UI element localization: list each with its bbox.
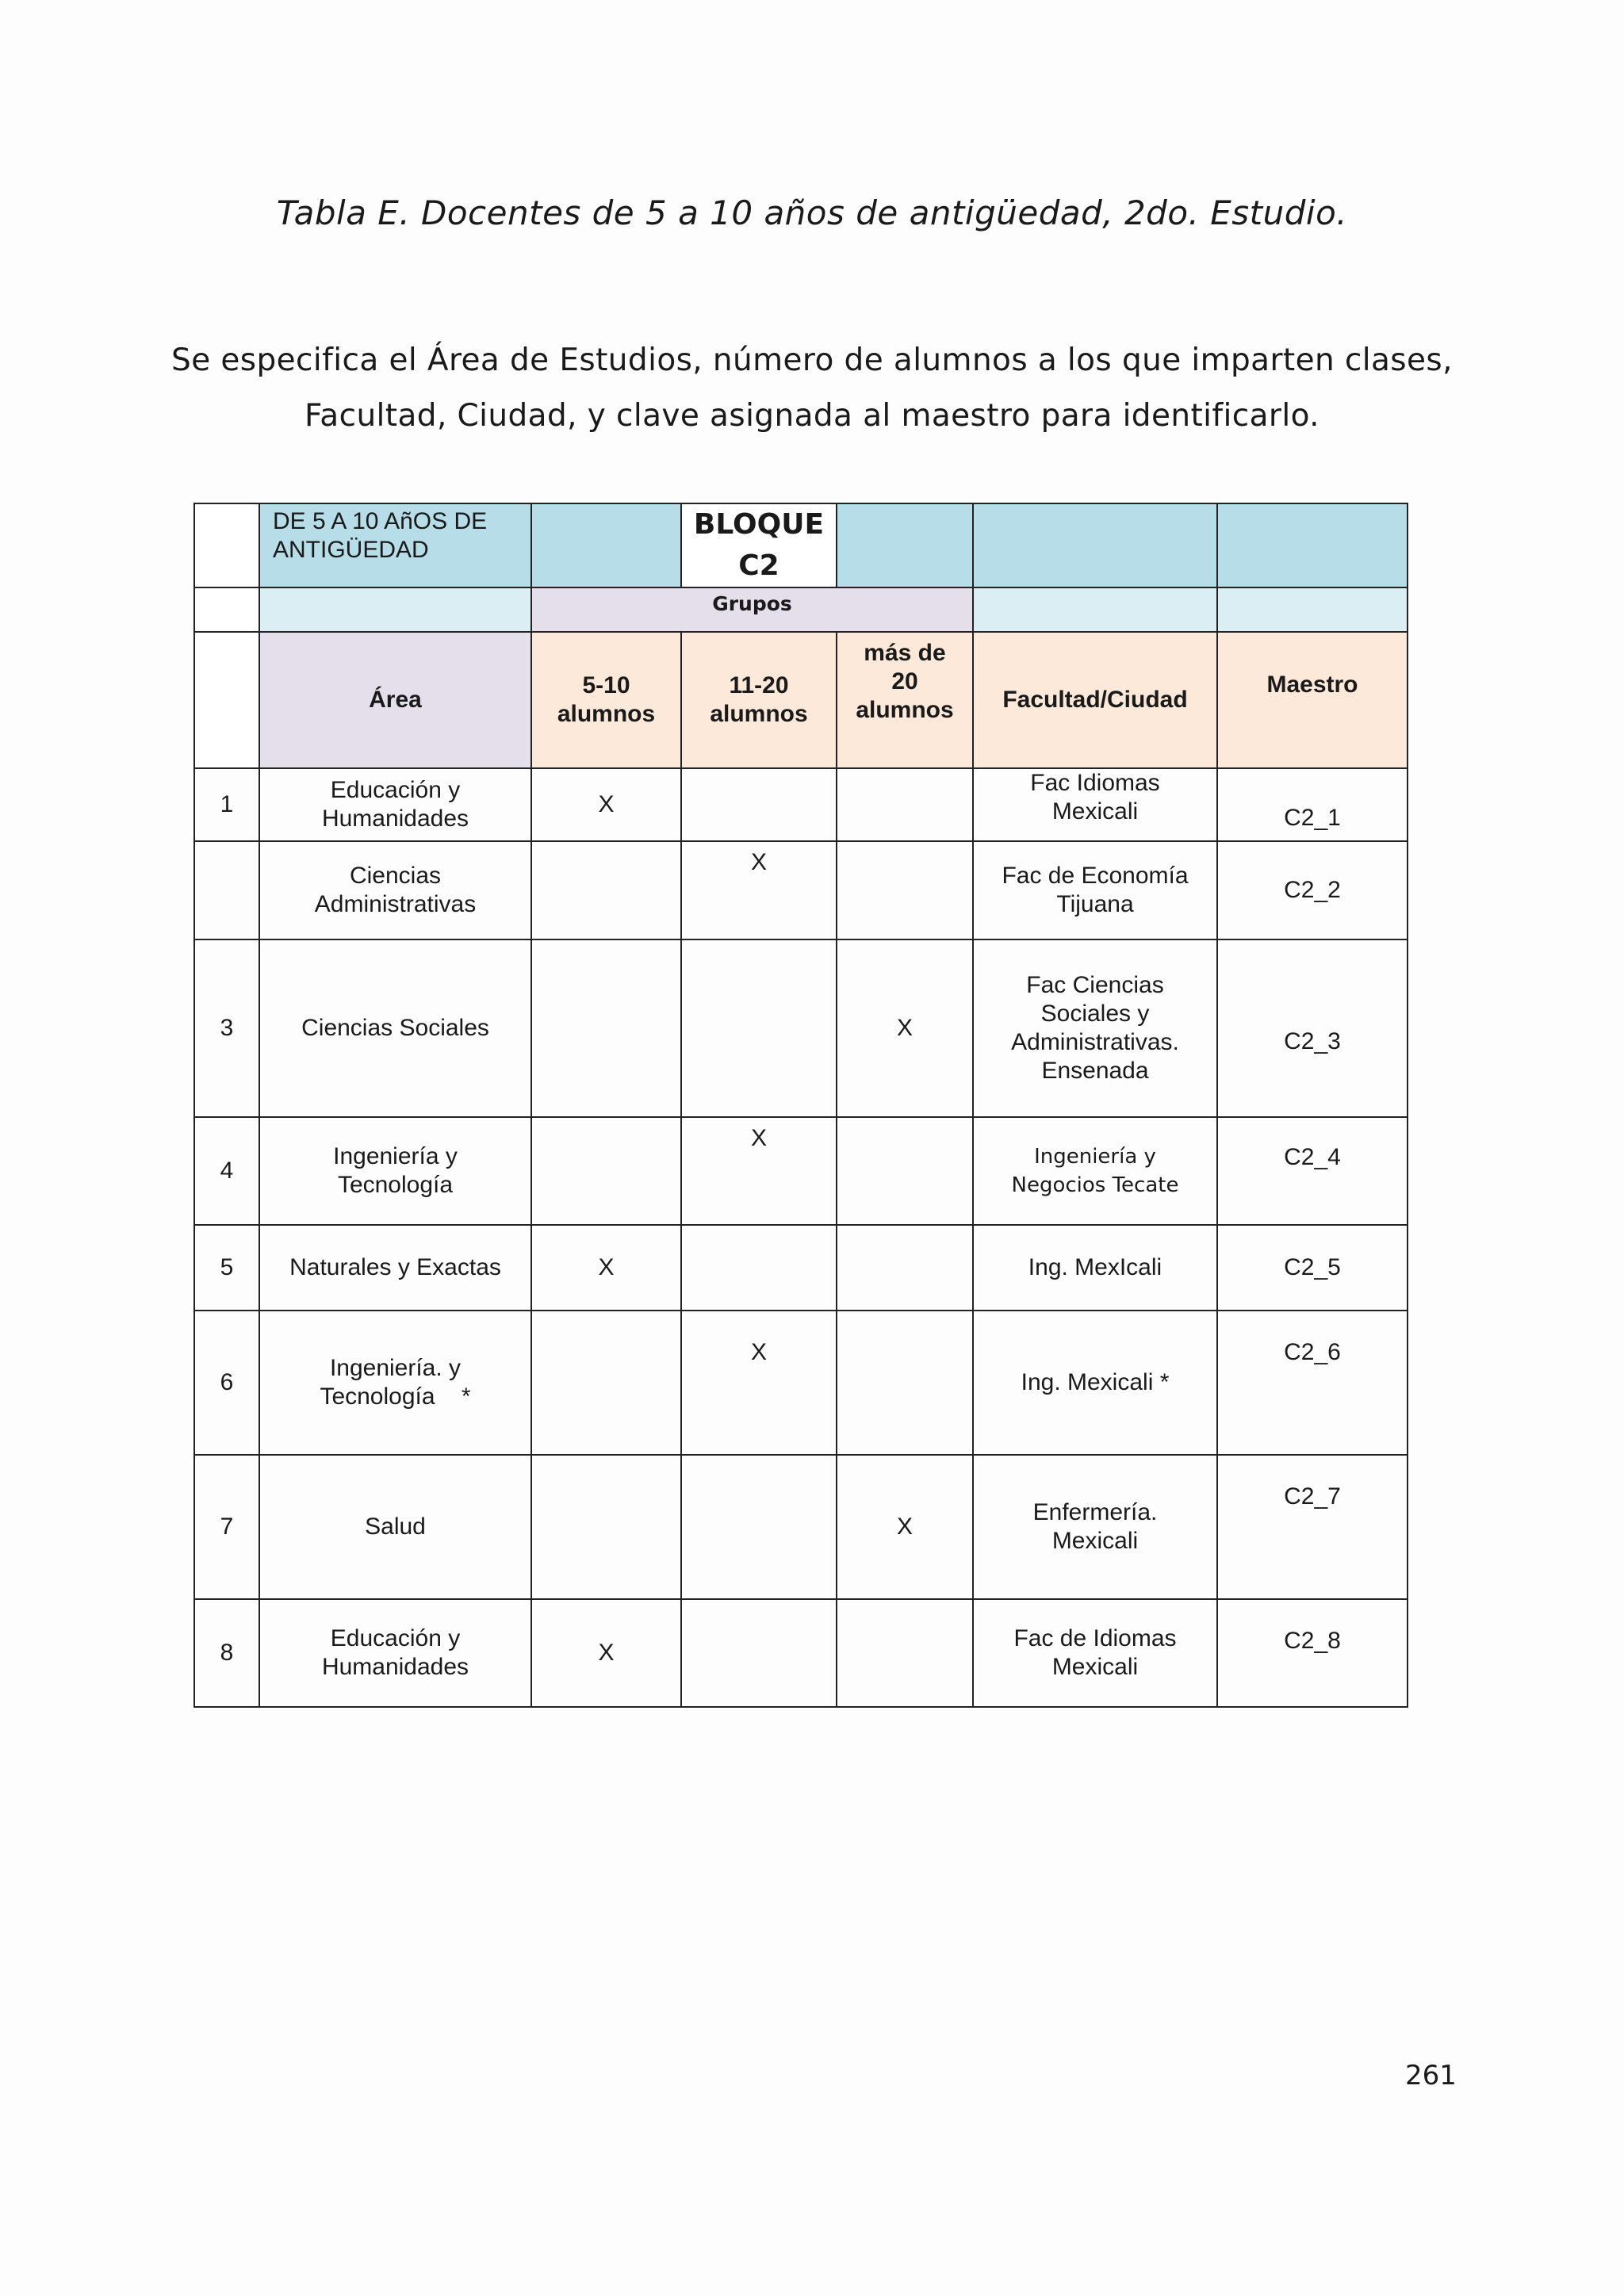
group-mas-20-cell: [837, 1117, 973, 1225]
header-line: 20: [891, 668, 918, 695]
header-blank-cell: [973, 587, 1217, 632]
facultad-line: Tijuana: [1056, 891, 1134, 917]
row-number: [194, 841, 259, 939]
table-row: [194, 1311, 1408, 1455]
facultad-line: Fac Idiomas: [1030, 770, 1160, 796]
header-blank-cell: [194, 632, 259, 768]
intro-line-2: Facultad, Ciudad, y clave asignada al maestro para identificarlo.: [304, 398, 1320, 434]
group-11-20-cell: [681, 768, 837, 841]
group-11-20-cell: [681, 1225, 837, 1311]
group-mas-20-cell: X: [837, 939, 973, 1117]
facultad-line: Ing. Mexicali *: [1021, 1369, 1170, 1395]
facultad-cell: [973, 1311, 1217, 1455]
facultad-cell: [973, 841, 1217, 939]
facultad-cell: [973, 768, 1217, 841]
header-line: más de: [864, 640, 946, 666]
row-number: 3: [194, 939, 259, 1117]
area-line: Administrativas: [314, 891, 477, 917]
header-row-block: [194, 503, 1408, 587]
area-line: Ciencias Sociales: [301, 1015, 489, 1041]
facultad-line: Mexicali: [1051, 1654, 1139, 1680]
area-cell: [259, 1455, 531, 1599]
area-line: Ciencias: [349, 863, 442, 889]
facultad-line: Enfermería.: [1032, 1499, 1158, 1525]
area-cell: [259, 1225, 531, 1311]
facultad-line: Ing. MexIcali: [1028, 1254, 1162, 1280]
bloque-line-1: BLOQUE: [693, 508, 825, 541]
maestro-cell: C2_3: [1217, 939, 1408, 1117]
group-5-10-cell: X: [531, 768, 681, 841]
header-line: alumnos: [557, 701, 656, 727]
bloque-line-2: C2: [738, 549, 779, 582]
area-line: Ingeniería y: [333, 1143, 458, 1169]
column-header-facultad: Facultad/Ciudad: [973, 632, 1217, 768]
row-number: 6: [194, 1311, 259, 1455]
row-number: 5: [194, 1225, 259, 1311]
table-caption: Tabla E. Docentes de 5 a 10 años de antigüedad, 2do. Estudio.: [276, 193, 1348, 232]
group-5-10-cell: [531, 1455, 681, 1599]
area-line: Naturales y Exactas: [289, 1254, 501, 1280]
header-line: 11-20: [729, 672, 789, 698]
header-blank-cell: [973, 503, 1217, 587]
group-5-10-cell: [531, 939, 681, 1117]
header-line: alumnos: [710, 701, 808, 727]
facultad-line: Sociales y: [1040, 1001, 1150, 1027]
header-line: alumnos: [856, 697, 954, 723]
facultad-line: Mexicali: [1051, 798, 1139, 825]
intro-paragraph: [143, 333, 1481, 444]
column-header-5-10: [531, 632, 681, 768]
table-row: [194, 1117, 1408, 1225]
header-blank-cell: [1217, 587, 1408, 632]
area-line: Salud: [365, 1513, 426, 1540]
bloque-label: [681, 503, 837, 587]
group-mas-20-cell: [837, 1311, 973, 1455]
area-cell: [259, 939, 531, 1117]
area-line: Humanidades: [321, 806, 469, 832]
table-row: [194, 1599, 1408, 1707]
header-blank-cell: [194, 503, 259, 587]
facultad-line: Fac de Idiomas: [1013, 1625, 1177, 1651]
group-11-20-cell: [681, 1599, 837, 1707]
teachers-table: [193, 503, 1408, 1708]
maestro-cell: C2_1: [1217, 768, 1408, 841]
header-blank-cell: [194, 587, 259, 632]
header-blank-cell: [531, 503, 681, 587]
row-number: 1: [194, 768, 259, 841]
row-number: 4: [194, 1117, 259, 1225]
facultad-line: Fac de Economía: [1002, 863, 1189, 889]
facultad-cell: [973, 1117, 1217, 1225]
maestro-cell: C2_6: [1217, 1311, 1408, 1455]
column-header-maestro: Maestro: [1217, 632, 1408, 768]
maestro-cell: C2_7: [1217, 1455, 1408, 1599]
area-cell: [259, 1117, 531, 1225]
intro-line-1: Se especifica el Área de Estudios, número de alumnos a los que imparten clases,: [171, 342, 1453, 378]
column-header-11-20: [681, 632, 837, 768]
header-row-columns: [194, 632, 1408, 768]
facultad-cell: [973, 939, 1217, 1117]
row-number: 7: [194, 1455, 259, 1599]
group-11-20-cell: [681, 1455, 837, 1599]
table-row: [194, 841, 1408, 939]
row-number: 8: [194, 1599, 259, 1707]
maestro-cell: C2_4: [1217, 1117, 1408, 1225]
group-mas-20-cell: [837, 841, 973, 939]
header-blank-cell: [259, 587, 531, 632]
facultad-line: Ingeniería y: [1034, 1145, 1156, 1169]
group-mas-20-cell: [837, 1225, 973, 1311]
area-line: Educación y: [330, 1625, 461, 1651]
table-row: [194, 1455, 1408, 1599]
facultad-line: Ensenada: [1041, 1058, 1149, 1084]
maestro-cell: C2_5: [1217, 1225, 1408, 1311]
group-5-10-cell: [531, 841, 681, 939]
area-line: Educación y: [330, 777, 461, 803]
header-row-groups: [194, 587, 1408, 632]
column-header-area: Área: [259, 632, 531, 768]
group-mas-20-cell: X: [837, 1455, 973, 1599]
group-5-10-cell: X: [531, 1599, 681, 1707]
group-mas-20-cell: [837, 1599, 973, 1707]
column-header-mas-20: [837, 632, 973, 768]
area-line: Humanidades: [321, 1654, 469, 1680]
group-11-20-cell: X: [681, 1117, 837, 1225]
facultad-cell: [973, 1599, 1217, 1707]
table-row: [194, 768, 1408, 841]
area-cell: [259, 1311, 531, 1455]
group-5-10-cell: [531, 1311, 681, 1455]
group-11-20-cell: [681, 939, 837, 1117]
facultad-cell: [973, 1455, 1217, 1599]
range-label: DE 5 A 10 AñOS DE ANTIGÜEDAD: [259, 503, 531, 587]
table-row: [194, 1225, 1408, 1311]
group-11-20-cell: X: [681, 841, 837, 939]
area-cell: [259, 1599, 531, 1707]
group-5-10-cell: [531, 1117, 681, 1225]
header-blank-cell: [1217, 503, 1408, 587]
facultad-line: Administrativas.: [1011, 1029, 1179, 1055]
header-blank-cell: [837, 503, 973, 587]
group-11-20-cell: X: [681, 1311, 837, 1455]
page-number: 261: [1405, 2060, 1457, 2091]
area-cell: [259, 768, 531, 841]
area-cell: [259, 841, 531, 939]
group-5-10-cell: X: [531, 1225, 681, 1311]
facultad-line: Negocios Tecate: [1011, 1173, 1179, 1197]
maestro-cell: C2_2: [1217, 841, 1408, 939]
area-line: Tecnología: [337, 1172, 454, 1198]
grupos-label: Grupos: [531, 587, 973, 632]
facultad-line: Mexicali: [1051, 1528, 1139, 1554]
area-line: Tecnología *: [320, 1383, 471, 1410]
table-row: [194, 939, 1408, 1117]
area-line: Ingeniería. y: [329, 1355, 462, 1381]
maestro-cell: C2_8: [1217, 1599, 1408, 1707]
header-line: 5-10: [582, 672, 630, 698]
facultad-cell: [973, 1225, 1217, 1311]
facultad-line: Fac Ciencias: [1026, 972, 1164, 998]
group-mas-20-cell: [837, 768, 973, 841]
